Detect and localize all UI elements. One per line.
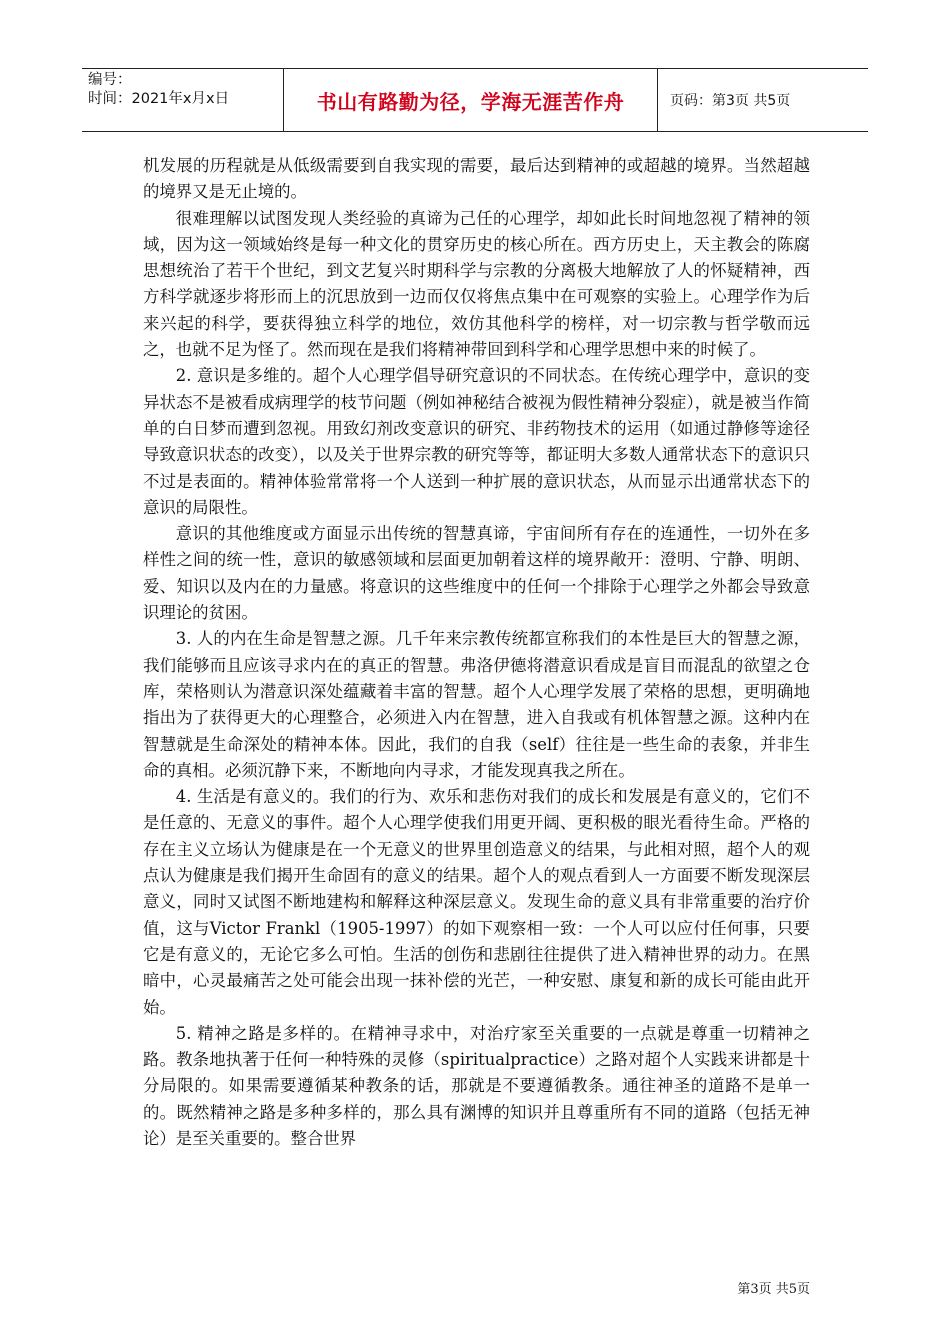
document-body <box>143 153 810 1152</box>
paragraph-point-4: 4. 生活是有意义的。我们的行为、欢乐和悲伤对我们的成长和发展是有意义的，它们不是任意的、无意义的事件。超个人心理学使我们用更开阔、更积极的眼光看待生命。严格的存在主义立场认为健康是在一个无意义的世界里创造意义的结果，与此相对照，超个人的观点认为健康是我们揭开生命固有的意义的结果。超个人的观点看到人一方面要不断发现深层意义，同时又试图不断地建构和解释这种深层意义。发现生命的意义具有非常重要的治疗价值，这与Victor Frankl（1905-1997）的如下观察相一致：一个人可以应付任何事，只要它是有意义的，无论它多么可怕。生活的创伤和悲剧往往提供了进入精神世界的动力。在黑暗中，心灵最痛苦之处可能会出现一抹补偿的光芒，一种安慰、康复和新的成长可能由此开始。 <box>143 787 810 1017</box>
paragraph: 很难理解以试图发现人类经验的真谛为己任的心理学，却如此长时间地忽视了精神的领域，因为这一领域始终是每一种文化的贯穿历史的核心所在。西方历史上，天主教会的陈腐思想统治了若干个世纪，到文艺复兴时期科学与宗教的分离极大地解放了人的怀疑精神，西方科学就逐步将形而上的沉思放到一边而仅仅将焦点集中在可观察的实验上。心理学作为后来兴起的科学，要获得独立科学的地位，效仿其他科学的榜样，对一切宗教与哲学敬而远之，也就不足为怪了。然而现在是我们将精神带回到科学和心理学思想中来的时候了。 <box>143 208 810 360</box>
header-motto: 书山有路勤为径，学海无涯苦作舟 <box>284 69 658 131</box>
paragraph-point-5: 5. 精神之路是多样的。在精神寻求中，对治疗家至关重要的一点就是尊重一切精神之路。教条地执著于任何一种特殊的灵修（spiritualpractice）之路对超个人实践来讲都是十分局限的。如果需要遵循某种教条的话，那就是不要遵循教条。通往神圣的道路不是单一的。既然精神之路是多种多样的，那么具有渊博的知识并且尊重所有不同的道路（包括无神论）是至关重要的。整合世界 <box>143 1023 810 1148</box>
header-meta-cell <box>82 69 284 131</box>
paragraph: 意识的其他维度或方面显示出传统的智慧真谛，宇宙间所有存在的连通性，一切外在多样性之间的统一性，意识的敏感领域和层面更加朝着这样的境界敞开：澄明、宁静、明朗、爱、知识以及内在的力量感。将意识的这些维度中的任何一个排除于心理学之外都会导致意识理论的贫困。 <box>143 524 810 623</box>
date-label: 时间：2021年x月x日 <box>88 91 230 107</box>
paragraph-point-2: 2. 意识是多维的。超个人心理学倡导研究意识的不同状态。在传统心理学中，意识的变异状态不是被看成病理学的枝节问题（例如神秘结合被视为假性精神分裂症），就是被当作简单的白日梦而遭到忽视。用致幻剂改变意识的研究、非药物技术的运用（如通过静修等途径导致意识状态的改变），以及关于世界宗教的研究等等，都证明大多数人通常状态下的意识只不过是表面的。精神体验常常将一个人送到一种扩展的意识状态，从而显示出通常状态下的意识的局限性。 <box>143 366 810 517</box>
paragraph-point-3: 3. 人的内在生命是智慧之源。几千年来宗教传统都宣称我们的本性是巨大的智慧之源，我们能够而且应该寻求内在的真正的智慧。弗洛伊德将潜意识看成是盲目而混乱的欲望之仓库，荣格则认为潜意识深处蕴藏着丰富的智慧。超个人心理学发展了荣格的思想，更明确地指出为了获得更大的心理整合，必须进入内在智慧，进入自我或有机体智慧之源。这种内在智慧就是生命深处的精神本体。因此，我们的自我（self）往往是一些生命的表象，并非生命的真相。必须沉静下来，不断地向内寻求，才能发现真我之所在。 <box>143 629 810 780</box>
page-header <box>82 68 868 132</box>
serial-number-label: 编号： <box>88 72 132 88</box>
page-footer-number: 第3页 共5页 <box>737 1282 810 1297</box>
header-page-info: 页码：第3页 共5页 <box>670 93 791 109</box>
paragraph-continuation: 机发展的历程就是从低级需要到自我实现的需要，最后达到精神的或超越的境界。当然超越的境界又是无止境的。 <box>143 156 810 202</box>
